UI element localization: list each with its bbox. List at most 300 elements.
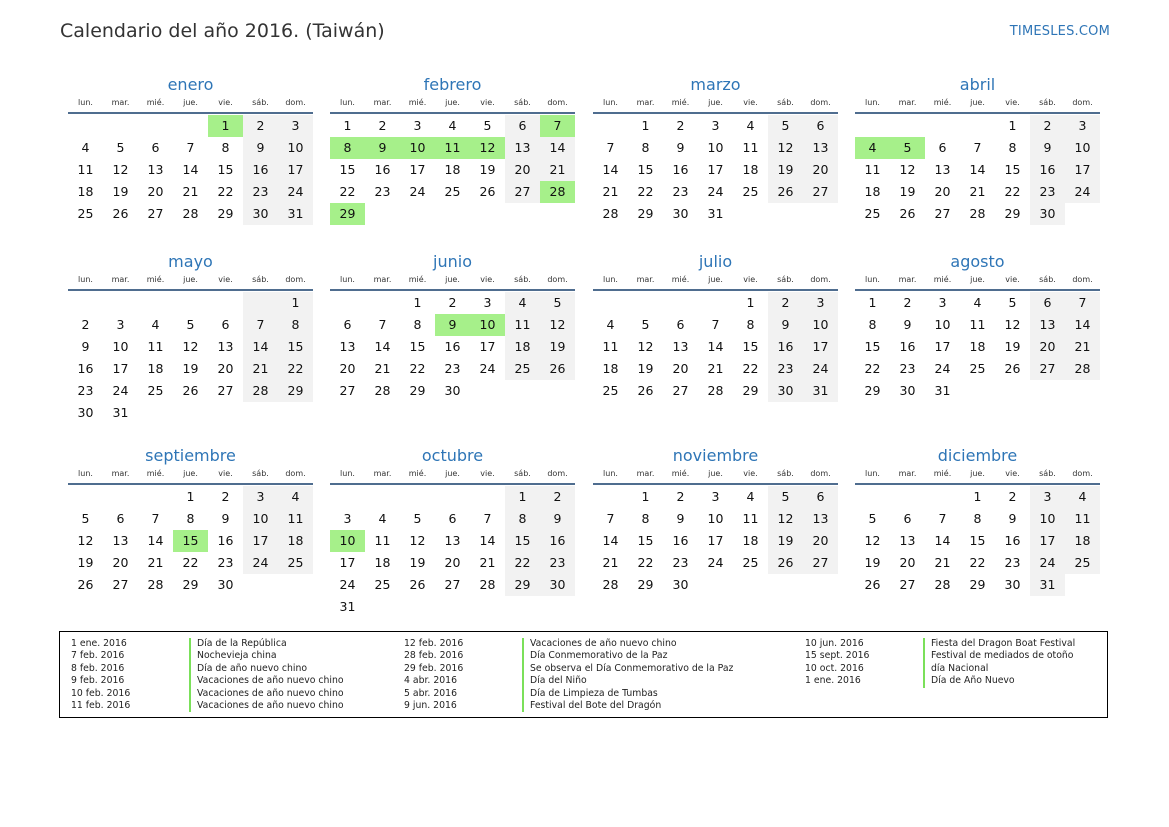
legend-holiday-name: Festival del Bote del Dragón bbox=[522, 700, 661, 712]
day-cell: 3 bbox=[711, 118, 720, 133]
day-cell: 19 bbox=[864, 555, 881, 570]
day-cell: 5 bbox=[768, 115, 803, 137]
day-cell: 7 bbox=[606, 140, 615, 155]
weekday-label: mar. bbox=[636, 98, 655, 107]
day-cell: 23 bbox=[374, 184, 391, 199]
day-cell: 6 bbox=[676, 317, 685, 332]
month-septiembre bbox=[68, 445, 313, 596]
weekday-label: dom. bbox=[285, 98, 306, 107]
holiday-day-cell: 15 bbox=[173, 530, 208, 552]
weekday-label: mié. bbox=[671, 98, 690, 107]
empty-cell bbox=[593, 115, 628, 137]
legend-holiday-name: Vacaciones de año nuevo chino bbox=[189, 700, 344, 712]
legend-date: 5 abr. 2016 bbox=[404, 687, 458, 699]
day-cell: 1 bbox=[641, 489, 650, 504]
weekday-label: vie. bbox=[218, 469, 233, 478]
legend-row bbox=[404, 675, 733, 687]
day-cell: 11 bbox=[969, 317, 986, 332]
day-cell: 25 bbox=[969, 361, 986, 376]
weekday-label: vie. bbox=[218, 275, 233, 284]
day-cell: 20 bbox=[934, 184, 951, 199]
day-cell: 29 bbox=[969, 577, 986, 592]
day-cell: 25 bbox=[444, 184, 461, 199]
day-cell: 8 bbox=[641, 511, 650, 526]
day-cell: 23 bbox=[540, 552, 575, 574]
weekday-label: jue. bbox=[970, 275, 985, 284]
day-cell: 16 bbox=[1030, 159, 1065, 181]
day-cell: 27 bbox=[339, 383, 356, 398]
empty-cell bbox=[628, 292, 663, 314]
day-cell: 17 bbox=[1030, 530, 1065, 552]
weekday-label: sáb. bbox=[1039, 469, 1056, 478]
site-link[interactable]: TIMESLES.COM bbox=[1009, 24, 1110, 39]
day-cell: 17 bbox=[112, 361, 129, 376]
day-grid bbox=[68, 292, 313, 424]
day-cell: 26 bbox=[864, 577, 881, 592]
day-cell: 20 bbox=[217, 361, 234, 376]
day-cell: 3 bbox=[1030, 486, 1065, 508]
empty-cell bbox=[208, 292, 243, 314]
day-cell: 24 bbox=[479, 361, 496, 376]
day-cell: 4 bbox=[746, 489, 755, 504]
day-cell: 5 bbox=[413, 511, 422, 526]
weekday-label: lun. bbox=[78, 275, 93, 284]
day-cell: 17 bbox=[803, 336, 838, 358]
day-cell: 13 bbox=[339, 339, 356, 354]
day-cell: 14 bbox=[182, 162, 199, 177]
weekday-label: lun. bbox=[865, 98, 880, 107]
day-cell: 5 bbox=[1008, 295, 1017, 310]
page-title: Calendario del año 2016. (Taiwán) bbox=[60, 20, 385, 42]
weekday-label: jue. bbox=[445, 98, 460, 107]
weekday-label: lun. bbox=[78, 98, 93, 107]
day-cell: 8 bbox=[746, 317, 755, 332]
day-cell: 3 bbox=[803, 292, 838, 314]
day-cell: 15 bbox=[505, 530, 540, 552]
weekday-label: jue. bbox=[445, 469, 460, 478]
day-cell: 17 bbox=[278, 159, 313, 181]
legend-column-1 bbox=[71, 638, 344, 712]
legend-row bbox=[404, 700, 733, 712]
weekday-label: mié. bbox=[146, 275, 165, 284]
day-cell: 5 bbox=[868, 511, 877, 526]
day-grid bbox=[68, 115, 313, 225]
day-cell: 7 bbox=[711, 317, 720, 332]
day-cell: 26 bbox=[768, 181, 803, 203]
legend-row bbox=[805, 675, 1075, 687]
day-cell: 22 bbox=[182, 555, 199, 570]
day-cell: 29 bbox=[182, 577, 199, 592]
day-cell: 3 bbox=[343, 511, 352, 526]
day-cell: 20 bbox=[147, 184, 164, 199]
day-cell: 11 bbox=[864, 162, 881, 177]
weekday-label: lun. bbox=[340, 469, 355, 478]
day-cell: 19 bbox=[899, 184, 916, 199]
day-cell: 16 bbox=[540, 530, 575, 552]
empty-cell bbox=[890, 486, 925, 508]
legend-holiday-name: Día de Limpieza de Tumbas bbox=[522, 688, 658, 700]
legend-row bbox=[404, 688, 733, 700]
empty-cell bbox=[925, 486, 960, 508]
month-name: septiembre bbox=[145, 446, 236, 465]
day-cell: 6 bbox=[803, 486, 838, 508]
day-cell: 27 bbox=[112, 577, 129, 592]
day-cell: 29 bbox=[742, 383, 759, 398]
legend-holiday-name: Festival de mediados de otoño bbox=[923, 650, 1073, 662]
day-cell: 1 bbox=[343, 118, 352, 133]
legend-date: 12 feb. 2016 bbox=[404, 638, 464, 649]
day-cell: 15 bbox=[742, 339, 759, 354]
day-cell: 16 bbox=[1004, 533, 1021, 548]
weekday-label: vie. bbox=[218, 98, 233, 107]
day-grid bbox=[855, 486, 1100, 596]
day-cell: 29 bbox=[409, 383, 426, 398]
month-name: noviembre bbox=[672, 446, 759, 465]
weekday-label: jue. bbox=[970, 98, 985, 107]
weekday-label: vie. bbox=[1005, 275, 1020, 284]
day-cell: 25 bbox=[602, 383, 619, 398]
day-cell: 28 bbox=[374, 383, 391, 398]
empty-cell bbox=[855, 486, 890, 508]
day-cell: 3 bbox=[116, 317, 125, 332]
day-cell: 23 bbox=[217, 555, 234, 570]
day-cell: 10 bbox=[278, 137, 313, 159]
holiday-legend bbox=[59, 631, 1108, 718]
weekday-label: lun. bbox=[865, 469, 880, 478]
day-cell: 18 bbox=[278, 530, 313, 552]
month-abril bbox=[855, 74, 1100, 225]
day-cell: 10 bbox=[1065, 137, 1100, 159]
legend-date: 29 feb. 2016 bbox=[404, 662, 464, 674]
day-cell: 27 bbox=[505, 181, 540, 203]
day-cell: 3 bbox=[1065, 115, 1100, 137]
day-cell: 8 bbox=[868, 317, 877, 332]
weekday-label: mar. bbox=[373, 98, 392, 107]
legend-holiday-name: Vacaciones de año nuevo chino bbox=[522, 638, 677, 650]
day-cell: 27 bbox=[444, 577, 461, 592]
day-cell: 28 bbox=[707, 383, 724, 398]
legend-row bbox=[71, 650, 344, 662]
weekday-label: mié. bbox=[671, 469, 690, 478]
day-cell: 13 bbox=[217, 339, 234, 354]
legend-holiday-name: Fiesta del Dragon Boat Festival bbox=[923, 638, 1075, 650]
day-cell: 7 bbox=[243, 314, 278, 336]
day-cell: 9 bbox=[768, 314, 803, 336]
month-name: julio bbox=[698, 252, 733, 271]
month-name: abril bbox=[959, 75, 996, 94]
day-cell: 23 bbox=[672, 555, 689, 570]
day-cell: 8 bbox=[505, 508, 540, 530]
day-cell: 4 bbox=[278, 486, 313, 508]
day-cell: 6 bbox=[151, 140, 160, 155]
legend-date: 9 feb. 2016 bbox=[71, 675, 125, 687]
weekday-label: vie. bbox=[1005, 469, 1020, 478]
day-cell: 21 bbox=[707, 361, 724, 376]
day-cell: 27 bbox=[803, 181, 838, 203]
day-cell: 1 bbox=[505, 486, 540, 508]
legend-holiday-name: Día de año nuevo chino bbox=[189, 663, 307, 675]
day-cell: 30 bbox=[672, 206, 689, 221]
holiday-day-cell: 9 bbox=[435, 314, 470, 336]
day-cell: 3 bbox=[278, 115, 313, 137]
day-cell: 17 bbox=[339, 555, 356, 570]
legend-row bbox=[404, 638, 733, 650]
weekday-label: vie. bbox=[480, 98, 495, 107]
empty-cell bbox=[890, 115, 925, 137]
day-cell: 11 bbox=[505, 314, 540, 336]
weekday-header bbox=[330, 272, 575, 291]
weekday-header bbox=[68, 466, 313, 485]
day-cell: 27 bbox=[217, 383, 234, 398]
day-cell: 9 bbox=[903, 317, 912, 332]
day-cell: 4 bbox=[746, 118, 755, 133]
legend-holiday-name: Día Conmemorativo de la Paz bbox=[522, 650, 667, 662]
weekday-header bbox=[330, 466, 575, 485]
empty-cell bbox=[173, 115, 208, 137]
day-cell: 23 bbox=[672, 184, 689, 199]
weekday-header bbox=[68, 272, 313, 291]
day-cell: 24 bbox=[1030, 552, 1065, 574]
weekday-label: vie. bbox=[1005, 98, 1020, 107]
day-cell: 3 bbox=[711, 489, 720, 504]
day-cell: 1 bbox=[1008, 118, 1017, 133]
day-cell: 17 bbox=[409, 162, 426, 177]
day-cell: 5 bbox=[641, 317, 650, 332]
empty-cell bbox=[330, 486, 365, 508]
empty-cell bbox=[960, 115, 995, 137]
legend-date: 10 oct. 2016 bbox=[805, 662, 864, 674]
weekday-label: mié. bbox=[408, 469, 427, 478]
empty-cell bbox=[435, 486, 470, 508]
day-cell: 11 bbox=[742, 140, 759, 155]
weekday-label: dom. bbox=[285, 469, 306, 478]
day-cell: 21 bbox=[934, 555, 951, 570]
day-cell: 25 bbox=[864, 206, 881, 221]
weekday-label: mié. bbox=[671, 275, 690, 284]
empty-cell bbox=[365, 486, 400, 508]
day-cell: 8 bbox=[186, 511, 195, 526]
day-cell: 2 bbox=[676, 118, 685, 133]
day-cell: 12 bbox=[1004, 317, 1021, 332]
day-cell: 23 bbox=[1030, 181, 1065, 203]
weekday-label: sáb. bbox=[252, 98, 269, 107]
day-cell: 17 bbox=[1065, 159, 1100, 181]
day-cell: 6 bbox=[221, 317, 230, 332]
day-cell: 19 bbox=[479, 162, 496, 177]
month-name: octubre bbox=[421, 446, 484, 465]
weekday-label: dom. bbox=[810, 98, 831, 107]
day-cell: 29 bbox=[637, 577, 654, 592]
weekday-header bbox=[68, 95, 313, 114]
day-cell: 25 bbox=[374, 577, 391, 592]
weekday-label: sáb. bbox=[252, 275, 269, 284]
legend-holiday-name: Día de la República bbox=[189, 638, 287, 650]
holiday-day-cell: 9 bbox=[365, 137, 400, 159]
weekday-label: sáb. bbox=[252, 469, 269, 478]
day-cell: 9 bbox=[540, 508, 575, 530]
weekday-label: lun. bbox=[865, 275, 880, 284]
day-cell: 5 bbox=[116, 140, 125, 155]
day-cell: 28 bbox=[243, 380, 278, 402]
day-cell: 11 bbox=[147, 339, 164, 354]
day-cell: 11 bbox=[374, 533, 391, 548]
weekday-label: sáb. bbox=[514, 469, 531, 478]
legend-row bbox=[805, 638, 1075, 650]
day-cell: 27 bbox=[899, 577, 916, 592]
day-cell: 2 bbox=[768, 292, 803, 314]
weekday-label: jue. bbox=[708, 275, 723, 284]
day-cell: 3 bbox=[413, 118, 422, 133]
weekday-label: mar. bbox=[373, 469, 392, 478]
day-cell: 31 bbox=[934, 383, 951, 398]
legend-date: 8 feb. 2016 bbox=[71, 662, 125, 674]
day-cell: 22 bbox=[637, 184, 654, 199]
day-cell: 6 bbox=[343, 317, 352, 332]
day-cell: 7 bbox=[1065, 292, 1100, 314]
day-cell: 10 bbox=[1030, 508, 1065, 530]
day-cell: 9 bbox=[676, 140, 685, 155]
day-cell: 10 bbox=[112, 339, 129, 354]
weekday-label: sáb. bbox=[1039, 98, 1056, 107]
day-cell: 8 bbox=[278, 314, 313, 336]
weekday-label: lun. bbox=[603, 98, 618, 107]
holiday-day-cell: 5 bbox=[890, 137, 925, 159]
day-cell: 2 bbox=[676, 489, 685, 504]
day-cell: 28 bbox=[479, 577, 496, 592]
day-cell: 22 bbox=[1004, 184, 1021, 199]
month-name: diciembre bbox=[937, 446, 1018, 465]
day-cell: 4 bbox=[448, 118, 457, 133]
day-cell: 16 bbox=[672, 533, 689, 548]
weekday-label: sáb. bbox=[514, 98, 531, 107]
weekday-label: sáb. bbox=[514, 275, 531, 284]
day-cell: 9 bbox=[243, 137, 278, 159]
weekday-label: mié. bbox=[408, 98, 427, 107]
day-cell: 7 bbox=[606, 511, 615, 526]
legend-holiday-name: Vacaciones de año nuevo chino bbox=[189, 688, 344, 700]
weekday-label: mar. bbox=[111, 275, 130, 284]
day-cell: 20 bbox=[1030, 336, 1065, 358]
legend-column-3 bbox=[805, 638, 1075, 688]
empty-cell bbox=[243, 292, 278, 314]
day-cell: 30 bbox=[540, 574, 575, 596]
weekday-label: jue. bbox=[183, 469, 198, 478]
day-cell: 2 bbox=[540, 486, 575, 508]
day-cell: 27 bbox=[1030, 358, 1065, 380]
day-cell: 25 bbox=[147, 383, 164, 398]
weekday-label: jue. bbox=[708, 98, 723, 107]
day-cell: 18 bbox=[374, 555, 391, 570]
day-cell: 6 bbox=[505, 115, 540, 137]
weekday-label: mié. bbox=[408, 275, 427, 284]
day-cell: 24 bbox=[243, 552, 278, 574]
empty-cell bbox=[925, 115, 960, 137]
legend-column-2 bbox=[404, 638, 733, 712]
month-name: febrero bbox=[423, 75, 482, 94]
day-cell: 31 bbox=[1030, 574, 1065, 596]
day-cell: 5 bbox=[540, 292, 575, 314]
weekday-label: jue. bbox=[708, 469, 723, 478]
empty-cell bbox=[68, 115, 103, 137]
month-octubre bbox=[330, 445, 575, 618]
empty-cell bbox=[593, 292, 628, 314]
day-cell: 28 bbox=[147, 577, 164, 592]
day-cell: 27 bbox=[672, 383, 689, 398]
day-cell: 28 bbox=[969, 206, 986, 221]
day-cell: 17 bbox=[479, 339, 496, 354]
legend-row bbox=[404, 650, 733, 662]
day-cell: 13 bbox=[1030, 314, 1065, 336]
day-cell: 18 bbox=[602, 361, 619, 376]
day-cell: 20 bbox=[803, 159, 838, 181]
day-cell: 16 bbox=[672, 162, 689, 177]
legend-date: 10 jun. 2016 bbox=[805, 638, 864, 649]
day-cell: 15 bbox=[864, 339, 881, 354]
day-cell: 13 bbox=[672, 339, 689, 354]
day-cell: 20 bbox=[444, 555, 461, 570]
month-name: junio bbox=[433, 252, 472, 271]
day-cell: 5 bbox=[483, 118, 492, 133]
day-cell: 4 bbox=[81, 140, 90, 155]
day-cell: 22 bbox=[969, 555, 986, 570]
legend-date: 4 abr. 2016 bbox=[404, 675, 458, 687]
day-cell: 7 bbox=[378, 317, 387, 332]
day-cell: 11 bbox=[77, 162, 94, 177]
day-cell: 16 bbox=[217, 533, 234, 548]
weekday-label: dom. bbox=[810, 469, 831, 478]
legend-date: 28 feb. 2016 bbox=[404, 650, 464, 662]
day-cell: 17 bbox=[243, 530, 278, 552]
day-cell: 20 bbox=[112, 555, 129, 570]
day-cell: 7 bbox=[186, 140, 195, 155]
day-cell: 20 bbox=[899, 555, 916, 570]
legend-row bbox=[805, 650, 1075, 662]
day-cell: 24 bbox=[934, 361, 951, 376]
day-cell: 9 bbox=[676, 511, 685, 526]
day-cell: 14 bbox=[243, 336, 278, 358]
legend-row bbox=[71, 675, 344, 687]
day-cell: 15 bbox=[969, 533, 986, 548]
day-cell: 22 bbox=[742, 361, 759, 376]
weekday-label: lun. bbox=[78, 469, 93, 478]
day-cell: 4 bbox=[973, 295, 982, 310]
day-cell: 13 bbox=[934, 162, 951, 177]
weekday-header bbox=[330, 95, 575, 114]
legend-date: 1 ene. 2016 bbox=[71, 638, 127, 649]
holiday-day-cell: 28 bbox=[540, 181, 575, 203]
day-cell: 9 bbox=[1030, 137, 1065, 159]
day-cell: 16 bbox=[899, 339, 916, 354]
day-cell: 21 bbox=[479, 555, 496, 570]
day-cell: 24 bbox=[803, 358, 838, 380]
weekday-label: mar. bbox=[636, 275, 655, 284]
day-cell: 2 bbox=[378, 118, 387, 133]
day-cell: 9 bbox=[81, 339, 90, 354]
legend-row bbox=[404, 663, 733, 675]
day-cell: 13 bbox=[803, 137, 838, 159]
month-name: enero bbox=[167, 75, 214, 94]
day-cell: 25 bbox=[742, 184, 759, 199]
holiday-day-cell: 12 bbox=[470, 137, 505, 159]
legend-date: 9 jun. 2016 bbox=[404, 699, 457, 711]
day-cell: 6 bbox=[1030, 292, 1065, 314]
day-cell: 22 bbox=[409, 361, 426, 376]
day-cell: 2 bbox=[903, 295, 912, 310]
weekday-label: mié. bbox=[933, 98, 952, 107]
day-cell: 12 bbox=[540, 314, 575, 336]
day-cell: 14 bbox=[374, 339, 391, 354]
day-cell: 22 bbox=[278, 358, 313, 380]
